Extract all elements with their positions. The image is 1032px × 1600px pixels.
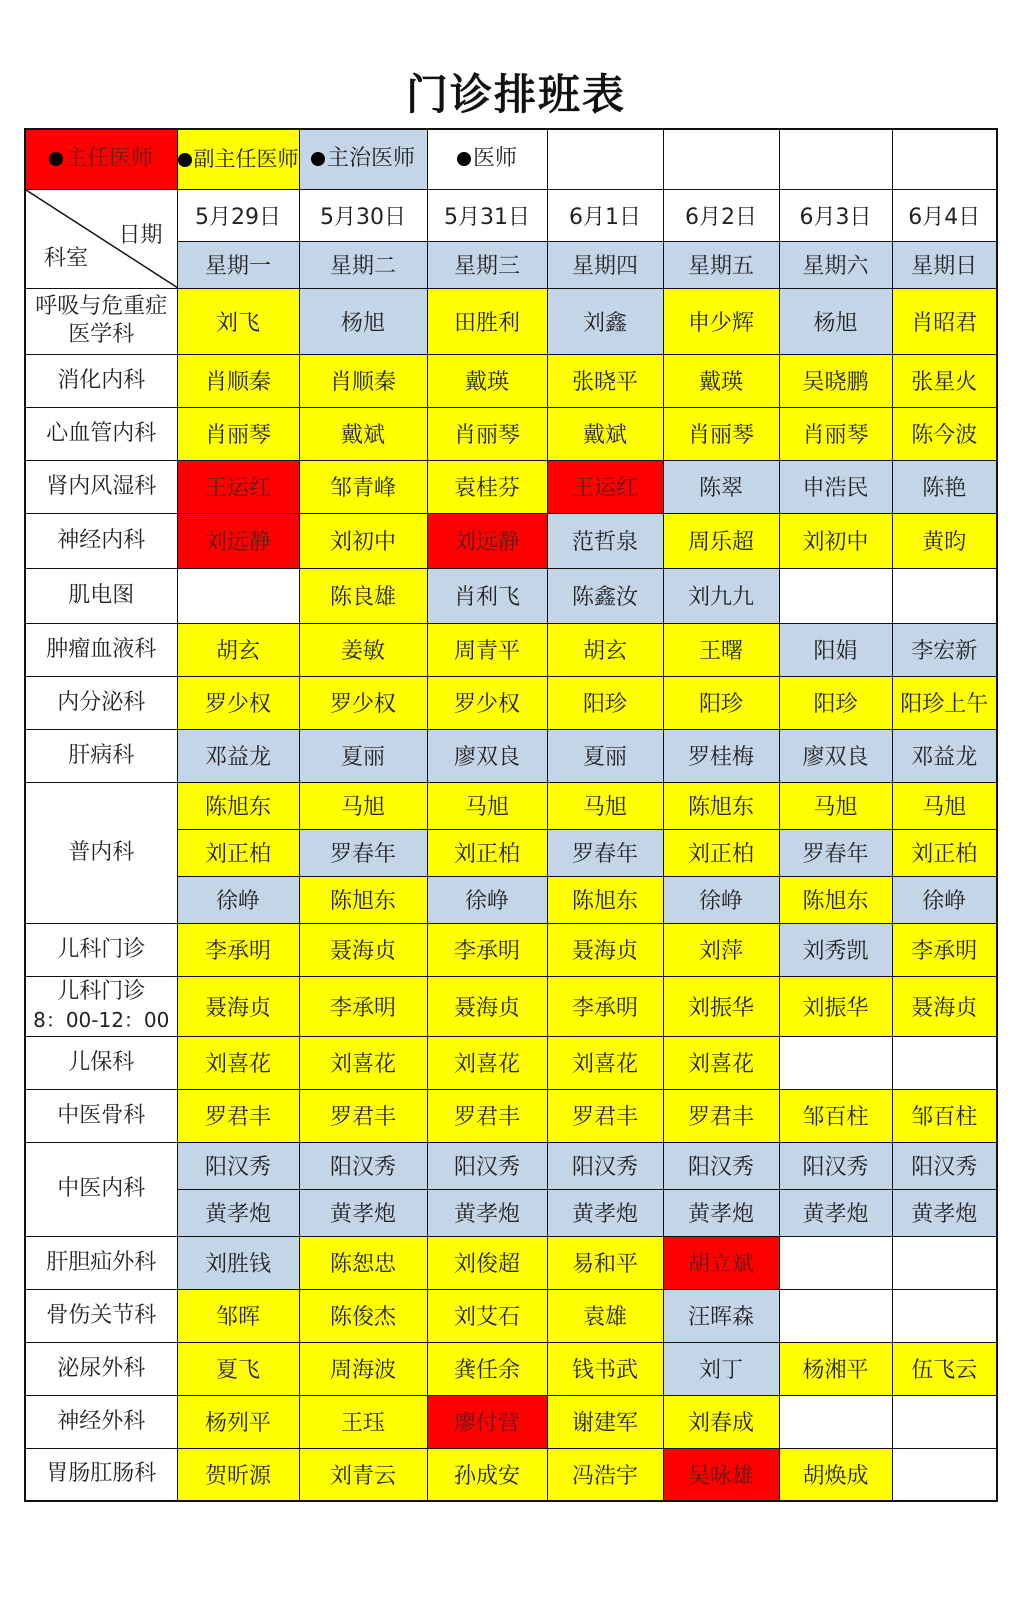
dept-cell <box>25 1289 177 1342</box>
legend-label: 医师 <box>472 146 517 172</box>
doctor-cell: 袁桂芬 <box>427 460 547 513</box>
legend-label: 主治医师 <box>326 146 415 172</box>
doctor-cell: 阳汉秀 <box>663 1142 779 1189</box>
doctor-cell: 孙成安 <box>427 1448 547 1501</box>
weekday-cell: 星期五 <box>663 242 779 288</box>
doctor-cell: 夏丽 <box>547 729 663 782</box>
date-cell: 5月29日 <box>177 189 299 242</box>
legend-item <box>299 129 427 189</box>
doctor-cell: 刘远静 <box>177 513 299 568</box>
doctor-cell: 阳汉秀 <box>177 1142 299 1189</box>
doctor-cell: 周海波 <box>299 1342 427 1395</box>
dept-cell <box>25 1236 177 1289</box>
doctor-cell: 杨列平 <box>177 1395 299 1448</box>
doctor-cell: 阳汉秀 <box>547 1142 663 1189</box>
dept-cell <box>25 1036 177 1089</box>
doctor-cell: 刘初中 <box>299 513 427 568</box>
doctor-cell: 聂海贞 <box>547 923 663 976</box>
doctor-cell: 肖丽琴 <box>663 407 779 460</box>
doctor-cell: 陈旭东 <box>663 782 779 829</box>
doctor-cell: 阳汉秀 <box>779 1142 892 1189</box>
doctor-cell: 阳珍 <box>547 676 663 729</box>
doctor-cell: 阳汉秀 <box>892 1142 997 1189</box>
doctor-cell: 李宏新 <box>892 623 997 676</box>
empty-cell <box>663 129 779 189</box>
empty-cell <box>892 1289 997 1342</box>
dept-cell <box>25 676 177 729</box>
doctor-cell: 刘初中 <box>779 513 892 568</box>
doctor-cell: 马旭 <box>779 782 892 829</box>
doctor-cell: 罗君丰 <box>427 1089 547 1142</box>
doctor-cell: 廖付营 <box>427 1395 547 1448</box>
dept-cell <box>25 407 177 460</box>
dept-name: 内分泌科 <box>57 689 146 715</box>
doctor-cell: 聂海贞 <box>299 923 427 976</box>
doctor-cell: 姜敏 <box>299 623 427 676</box>
dept-name: 中医内科 <box>57 1176 146 1201</box>
dept-name: 医学科 <box>68 322 135 347</box>
doctor-cell: 邓益龙 <box>177 729 299 782</box>
dept-cell <box>25 923 177 976</box>
dept-name: 心血管内科 <box>46 420 157 446</box>
doctor-cell: 罗春年 <box>547 829 663 876</box>
empty-cell <box>892 1036 997 1089</box>
legend-item <box>427 129 547 189</box>
doctor-cell: 聂海贞 <box>427 976 547 1036</box>
legend-row <box>25 129 997 189</box>
doctor-cell: 陈鑫汝 <box>547 568 663 623</box>
doctor-cell: 刘青云 <box>299 1448 427 1501</box>
doctor-cell: 李承明 <box>547 976 663 1036</box>
empty-cell <box>177 568 299 623</box>
doctor-cell: 刘远静 <box>427 513 547 568</box>
schedule-table <box>24 128 998 1502</box>
doctor-cell: 黄孝炮 <box>663 1189 779 1236</box>
doctor-cell: 申浩民 <box>779 460 892 513</box>
page-title: 门诊排班表 <box>405 70 626 119</box>
date-axis-label: 日期 <box>118 222 163 248</box>
doctor-cell: 阳汉秀 <box>299 1142 427 1189</box>
doctor-cell: 邓益龙 <box>892 729 997 782</box>
doctor-cell: 肖利飞 <box>427 568 547 623</box>
table-row <box>25 1236 997 1289</box>
doctor-cell: 陈今波 <box>892 407 997 460</box>
dept-cell <box>25 1395 177 1448</box>
dept-cell <box>25 288 177 354</box>
dept-name: 8：00-12：00 <box>33 1008 170 1032</box>
doctor-cell: 周青平 <box>427 623 547 676</box>
doctor-cell: 罗少权 <box>299 676 427 729</box>
dept-cell <box>25 623 177 676</box>
doctor-cell: 陈恕忠 <box>299 1236 427 1289</box>
doctor-cell: 夏丽 <box>299 729 427 782</box>
doctor-cell: 易和平 <box>547 1236 663 1289</box>
table-row <box>25 676 997 729</box>
doctor-cell: 马旭 <box>892 782 997 829</box>
weekday-cell: 星期三 <box>427 242 547 288</box>
doctor-cell: 邹百柱 <box>892 1089 997 1142</box>
table-row <box>25 729 997 782</box>
doctor-cell: 罗君丰 <box>177 1089 299 1142</box>
doctor-cell: 戴瑛 <box>663 354 779 407</box>
doctor-cell: 陈旭东 <box>299 876 427 923</box>
doctor-cell: 刘喜花 <box>663 1036 779 1089</box>
dept-name: 神经外科 <box>57 1408 146 1434</box>
doctor-cell: 刘飞 <box>177 288 299 354</box>
doctor-cell: 陈翠 <box>663 460 779 513</box>
doctor-cell: 刘正柏 <box>663 829 779 876</box>
doctor-cell: 刘正柏 <box>177 829 299 876</box>
doctor-cell: 杨旭 <box>299 288 427 354</box>
doctor-cell: 王运红 <box>547 460 663 513</box>
doctor-cell: 李承明 <box>427 923 547 976</box>
doctor-cell: 罗少权 <box>427 676 547 729</box>
header-corner <box>25 189 177 288</box>
doctor-cell: 刘喜花 <box>427 1036 547 1089</box>
doctor-cell: 阳娟 <box>779 623 892 676</box>
doctor-cell: 夏飞 <box>177 1342 299 1395</box>
doctor-cell: 肖丽琴 <box>427 407 547 460</box>
dept-name: 儿科门诊 <box>57 979 146 1004</box>
date-cell: 5月30日 <box>299 189 427 242</box>
doctor-cell: 刘艾石 <box>427 1289 547 1342</box>
empty-cell <box>892 1395 997 1448</box>
table-row <box>25 407 997 460</box>
weekday-cell: 星期六 <box>779 242 892 288</box>
doctor-cell: 伍飞云 <box>892 1342 997 1395</box>
bullet-icon <box>311 152 325 166</box>
doctor-cell: 戴斌 <box>299 407 427 460</box>
legend-label: 主任医师 <box>65 146 154 172</box>
doctor-cell: 罗桂梅 <box>663 729 779 782</box>
table-row <box>25 1342 997 1395</box>
dept-name: 胃肠肛肠科 <box>46 1461 157 1487</box>
bullet-icon <box>178 153 192 167</box>
doctor-cell: 刘喜花 <box>299 1036 427 1089</box>
table-row <box>25 288 997 354</box>
doctor-cell: 邹青峰 <box>299 460 427 513</box>
doctor-cell: 王运红 <box>177 460 299 513</box>
doctor-cell: 邹百柱 <box>779 1089 892 1142</box>
dept-cell <box>25 1448 177 1501</box>
dept-name: 消化内科 <box>57 367 146 393</box>
empty-cell <box>547 129 663 189</box>
weekday-cell: 星期二 <box>299 242 427 288</box>
doctor-cell: 刘振华 <box>779 976 892 1036</box>
doctor-cell: 罗春年 <box>299 829 427 876</box>
table-row <box>25 1089 997 1142</box>
doctor-cell: 陈旭东 <box>547 876 663 923</box>
bullet-icon <box>49 152 63 166</box>
doctor-cell: 廖双良 <box>427 729 547 782</box>
doctor-cell: 刘正柏 <box>427 829 547 876</box>
date-cell: 6月4日 <box>892 189 997 242</box>
doctor-cell: 罗君丰 <box>663 1089 779 1142</box>
dept-name: 肌电图 <box>68 582 135 608</box>
bullet-icon <box>457 152 471 166</box>
doctor-cell: 刘鑫 <box>547 288 663 354</box>
doctor-cell: 罗少权 <box>177 676 299 729</box>
doctor-cell: 廖双良 <box>779 729 892 782</box>
doctor-cell: 胡玄 <box>177 623 299 676</box>
empty-cell <box>892 568 997 623</box>
doctor-cell: 邹晖 <box>177 1289 299 1342</box>
empty-cell <box>779 1036 892 1089</box>
doctor-cell: 黄孝炮 <box>299 1189 427 1236</box>
weekday-cell: 星期四 <box>547 242 663 288</box>
doctor-cell: 阳珍 <box>663 676 779 729</box>
dept-name: 肿瘤血液科 <box>46 636 157 662</box>
doctor-cell: 杨旭 <box>779 288 892 354</box>
doctor-cell: 汪晖森 <box>663 1289 779 1342</box>
legend-item <box>177 129 299 189</box>
doctor-cell: 谢建军 <box>547 1395 663 1448</box>
doctor-cell: 刘萍 <box>663 923 779 976</box>
date-cell: 5月31日 <box>427 189 547 242</box>
doctor-cell: 徐峥 <box>892 876 997 923</box>
doctor-cell: 肖顺秦 <box>299 354 427 407</box>
doctor-cell: 刘丁 <box>663 1342 779 1395</box>
doctor-cell: 黄孝炮 <box>427 1189 547 1236</box>
date-row <box>25 189 997 242</box>
doctor-cell: 马旭 <box>427 782 547 829</box>
doctor-cell: 周乐超 <box>663 513 779 568</box>
doctor-cell: 刘喜花 <box>547 1036 663 1089</box>
doctor-cell: 刘俊超 <box>427 1236 547 1289</box>
dept-cell <box>25 460 177 513</box>
table-row <box>25 623 997 676</box>
dept-name: 肝病科 <box>68 742 135 768</box>
legend-item <box>25 129 177 189</box>
weekday-cell: 星期日 <box>892 242 997 288</box>
dept-axis-label: 科室 <box>44 245 89 271</box>
doctor-cell: 罗君丰 <box>547 1089 663 1142</box>
doctor-cell: 陈俊杰 <box>299 1289 427 1342</box>
doctor-cell: 徐峥 <box>427 876 547 923</box>
doctor-cell: 肖顺秦 <box>177 354 299 407</box>
table-row <box>25 1142 997 1189</box>
table-row <box>25 782 997 829</box>
doctor-cell: 黄昀 <box>892 513 997 568</box>
doctor-cell: 陈良雄 <box>299 568 427 623</box>
dept-name: 泌尿外科 <box>57 1355 146 1381</box>
empty-cell <box>779 129 892 189</box>
doctor-cell: 徐峥 <box>177 876 299 923</box>
doctor-cell: 肖昭君 <box>892 288 997 354</box>
doctor-cell: 阳珍上午 <box>892 676 997 729</box>
doctor-cell: 胡玄 <box>547 623 663 676</box>
date-cell: 6月3日 <box>779 189 892 242</box>
doctor-cell: 罗君丰 <box>299 1089 427 1142</box>
table-row <box>25 976 997 1036</box>
doctor-cell: 龚任余 <box>427 1342 547 1395</box>
doctor-cell: 马旭 <box>547 782 663 829</box>
dept-cell <box>25 513 177 568</box>
empty-cell <box>892 1448 997 1501</box>
doctor-cell: 李承明 <box>299 976 427 1036</box>
doctor-cell: 阳汉秀 <box>427 1142 547 1189</box>
doctor-cell: 李承明 <box>177 923 299 976</box>
table-row <box>25 513 997 568</box>
doctor-cell: 钱书武 <box>547 1342 663 1395</box>
doctor-cell: 陈旭东 <box>177 782 299 829</box>
dept-cell <box>25 782 177 923</box>
doctor-cell: 吴晓鹏 <box>779 354 892 407</box>
doctor-cell: 胡焕成 <box>779 1448 892 1501</box>
weekday-cell: 星期一 <box>177 242 299 288</box>
dept-cell <box>25 1342 177 1395</box>
table-row <box>25 1448 997 1501</box>
doctor-cell: 张星火 <box>892 354 997 407</box>
doctor-cell: 肖丽琴 <box>779 407 892 460</box>
dept-name: 中医骨科 <box>57 1102 146 1128</box>
doctor-cell: 刘喜花 <box>177 1036 299 1089</box>
dept-name: 肝胆疝外科 <box>46 1249 157 1275</box>
doctor-cell: 贺昕源 <box>177 1448 299 1501</box>
doctor-cell: 杨湘平 <box>779 1342 892 1395</box>
doctor-cell: 马旭 <box>299 782 427 829</box>
dept-name: 神经内科 <box>57 527 146 553</box>
doctor-cell: 冯浩宇 <box>547 1448 663 1501</box>
doctor-cell: 阳珍 <box>779 676 892 729</box>
doctor-cell: 刘秀凯 <box>779 923 892 976</box>
doctor-cell: 吴咏雄 <box>663 1448 779 1501</box>
date-cell: 6月2日 <box>663 189 779 242</box>
empty-cell <box>779 1395 892 1448</box>
doctor-cell: 申少辉 <box>663 288 779 354</box>
doctor-cell: 刘九九 <box>663 568 779 623</box>
dept-cell <box>25 354 177 407</box>
dept-name: 儿科门诊 <box>57 936 146 962</box>
doctor-cell: 陈艳 <box>892 460 997 513</box>
empty-cell <box>779 1236 892 1289</box>
empty-cell <box>892 1236 997 1289</box>
doctor-cell: 黄孝炮 <box>892 1189 997 1236</box>
legend-label: 副主任医师 <box>193 147 299 172</box>
empty-cell <box>779 1289 892 1342</box>
doctor-cell: 戴斌 <box>547 407 663 460</box>
doctor-cell: 田胜利 <box>427 288 547 354</box>
doctor-cell: 刘春成 <box>663 1395 779 1448</box>
doctor-cell: 聂海贞 <box>177 976 299 1036</box>
empty-cell <box>779 568 892 623</box>
doctor-cell: 戴瑛 <box>427 354 547 407</box>
doctor-cell: 张晓平 <box>547 354 663 407</box>
table-row <box>25 923 997 976</box>
table-row <box>25 354 997 407</box>
doctor-cell: 徐峥 <box>663 876 779 923</box>
dept-cell <box>25 729 177 782</box>
dept-name: 呼吸与危重症 <box>35 294 168 319</box>
table-row <box>25 1036 997 1089</box>
table-row <box>25 568 997 623</box>
doctor-cell: 肖丽琴 <box>177 407 299 460</box>
dept-cell <box>25 976 177 1036</box>
doctor-cell: 王珏 <box>299 1395 427 1448</box>
doctor-cell: 刘正柏 <box>892 829 997 876</box>
doctor-cell: 陈旭东 <box>779 876 892 923</box>
doctor-cell: 黄孝炮 <box>547 1189 663 1236</box>
doctor-cell: 刘胜钱 <box>177 1236 299 1289</box>
table-row <box>25 460 997 513</box>
dept-cell <box>25 1142 177 1236</box>
doctor-cell: 刘振华 <box>663 976 779 1036</box>
date-cell: 6月1日 <box>547 189 663 242</box>
doctor-cell: 袁雄 <box>547 1289 663 1342</box>
dept-name: 肾内风湿科 <box>46 473 157 499</box>
dept-cell <box>25 1089 177 1142</box>
doctor-cell: 黄孝炮 <box>779 1189 892 1236</box>
doctor-cell: 李承明 <box>892 923 997 976</box>
dept-name: 普内科 <box>68 839 135 865</box>
doctor-cell: 胡立斌 <box>663 1236 779 1289</box>
table-row <box>25 1289 997 1342</box>
dept-cell <box>25 568 177 623</box>
doctor-cell: 罗春年 <box>779 829 892 876</box>
empty-cell <box>892 129 997 189</box>
doctor-cell: 范哲泉 <box>547 513 663 568</box>
dept-name: 儿保科 <box>68 1049 135 1075</box>
dept-name: 骨伤关节科 <box>46 1302 157 1328</box>
doctor-cell: 王曙 <box>663 623 779 676</box>
doctor-cell: 黄孝炮 <box>177 1189 299 1236</box>
doctor-cell: 聂海贞 <box>892 976 997 1036</box>
table-row <box>25 1395 997 1448</box>
